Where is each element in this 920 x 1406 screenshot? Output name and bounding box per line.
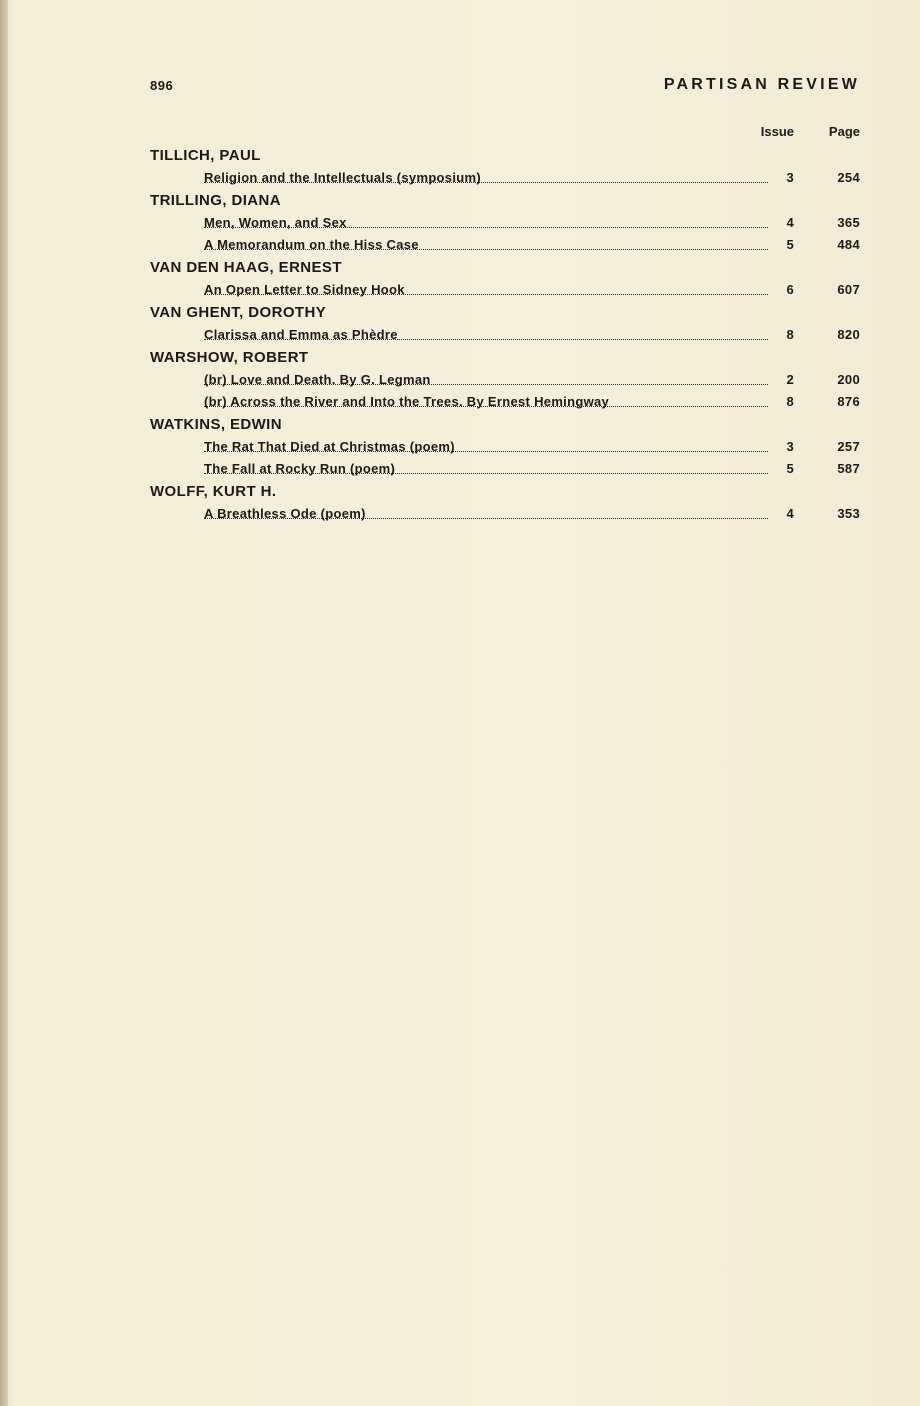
page-header <box>150 76 860 100</box>
index-entry <box>150 503 860 525</box>
page-reference: 353 <box>837 506 860 521</box>
entry-text <box>204 394 615 409</box>
entry-title-line <box>204 212 768 234</box>
entry-title: Love and Death. By G. Legman <box>230 372 431 387</box>
page-reference: 587 <box>837 461 860 476</box>
entry-title-line <box>204 391 768 413</box>
page-reference: 365 <box>837 215 860 230</box>
author-name: WARSHOW, ROBERT <box>150 349 309 366</box>
issue-number: 4 <box>786 506 794 521</box>
entry-title: Men, Women, and Sex <box>204 215 347 230</box>
entry-title: The Rat That Died at Christmas (poem) <box>204 439 455 454</box>
entry-title: A Memorandum on the Hiss Case <box>204 237 419 252</box>
issue-number: 8 <box>786 327 794 342</box>
entry-title: A Breathless Ode (poem) <box>204 506 366 521</box>
page-reference: 254 <box>837 170 860 185</box>
entry-title: Across the River and Into the Trees. By Ernest Hemingway <box>230 394 610 409</box>
index-entry <box>150 324 860 346</box>
author-name: WOLFF, KURT H. <box>150 483 277 500</box>
review-prefix: (br) <box>204 394 227 409</box>
issue-number: 4 <box>786 215 794 230</box>
page-reference: 607 <box>837 282 860 297</box>
entry-title-line <box>204 503 768 525</box>
page-reference: 820 <box>837 327 860 342</box>
entry-text <box>204 506 372 521</box>
author-name: WATKINS, EDWIN <box>150 416 282 433</box>
index-entry <box>150 369 860 391</box>
entry-text <box>204 282 411 297</box>
index-entry <box>150 167 860 189</box>
page-reference: 484 <box>837 237 860 252</box>
entry-text <box>204 372 437 387</box>
index-entry <box>150 234 860 256</box>
page-column-header: Page <box>828 124 860 139</box>
issue-number: 5 <box>786 461 794 476</box>
page-number: 896 <box>150 78 174 93</box>
page-reference: 200 <box>837 372 860 387</box>
author-name: VAN GHENT, DOROTHY <box>150 304 327 321</box>
contributor-index <box>150 124 860 525</box>
issue-column-header: Issue <box>760 124 794 139</box>
entry-title: An Open Letter to Sidney Hook <box>204 282 405 297</box>
entry-title-line <box>204 369 768 391</box>
index-entry <box>150 391 860 413</box>
page-reference: 876 <box>837 394 860 409</box>
author-name: VAN DEN HAAG, ERNEST <box>150 259 342 276</box>
index-entry <box>150 436 860 458</box>
entry-title-line <box>204 279 768 301</box>
book-spine-edge <box>0 0 8 1406</box>
author-list <box>150 145 860 525</box>
index-entry <box>150 212 860 234</box>
review-prefix: (br) <box>204 372 227 387</box>
entry-text <box>204 461 401 476</box>
entry-text <box>204 327 404 342</box>
index-entry <box>150 279 860 301</box>
entry-title: Religion and the Intellectuals (symposium) <box>204 170 481 185</box>
index-entry <box>150 458 860 480</box>
entry-text <box>204 237 425 252</box>
entry-title-line <box>204 324 768 346</box>
entry-title-line <box>204 167 768 189</box>
column-headers <box>150 124 860 144</box>
entry-title: Clarissa and Emma as Phèdre <box>204 327 398 342</box>
running-title: PARTISAN REVIEW <box>663 76 860 93</box>
author-name: TRILLING, DIANA <box>150 192 281 209</box>
entry-text <box>204 215 353 230</box>
issue-number: 3 <box>786 439 794 454</box>
issue-number: 2 <box>786 372 794 387</box>
entry-text <box>204 170 487 185</box>
entry-title: The Fall at Rocky Run (poem) <box>204 461 396 476</box>
entry-title-line <box>204 234 768 256</box>
issue-number: 5 <box>786 237 794 252</box>
page-reference: 257 <box>837 439 860 454</box>
issue-number: 8 <box>786 394 794 409</box>
entry-text <box>204 439 461 454</box>
issue-number: 3 <box>786 170 794 185</box>
author-name: TILLICH, PAUL <box>150 147 261 164</box>
entry-title-line <box>204 458 768 480</box>
issue-number: 6 <box>786 282 794 297</box>
entry-title-line <box>204 436 768 458</box>
